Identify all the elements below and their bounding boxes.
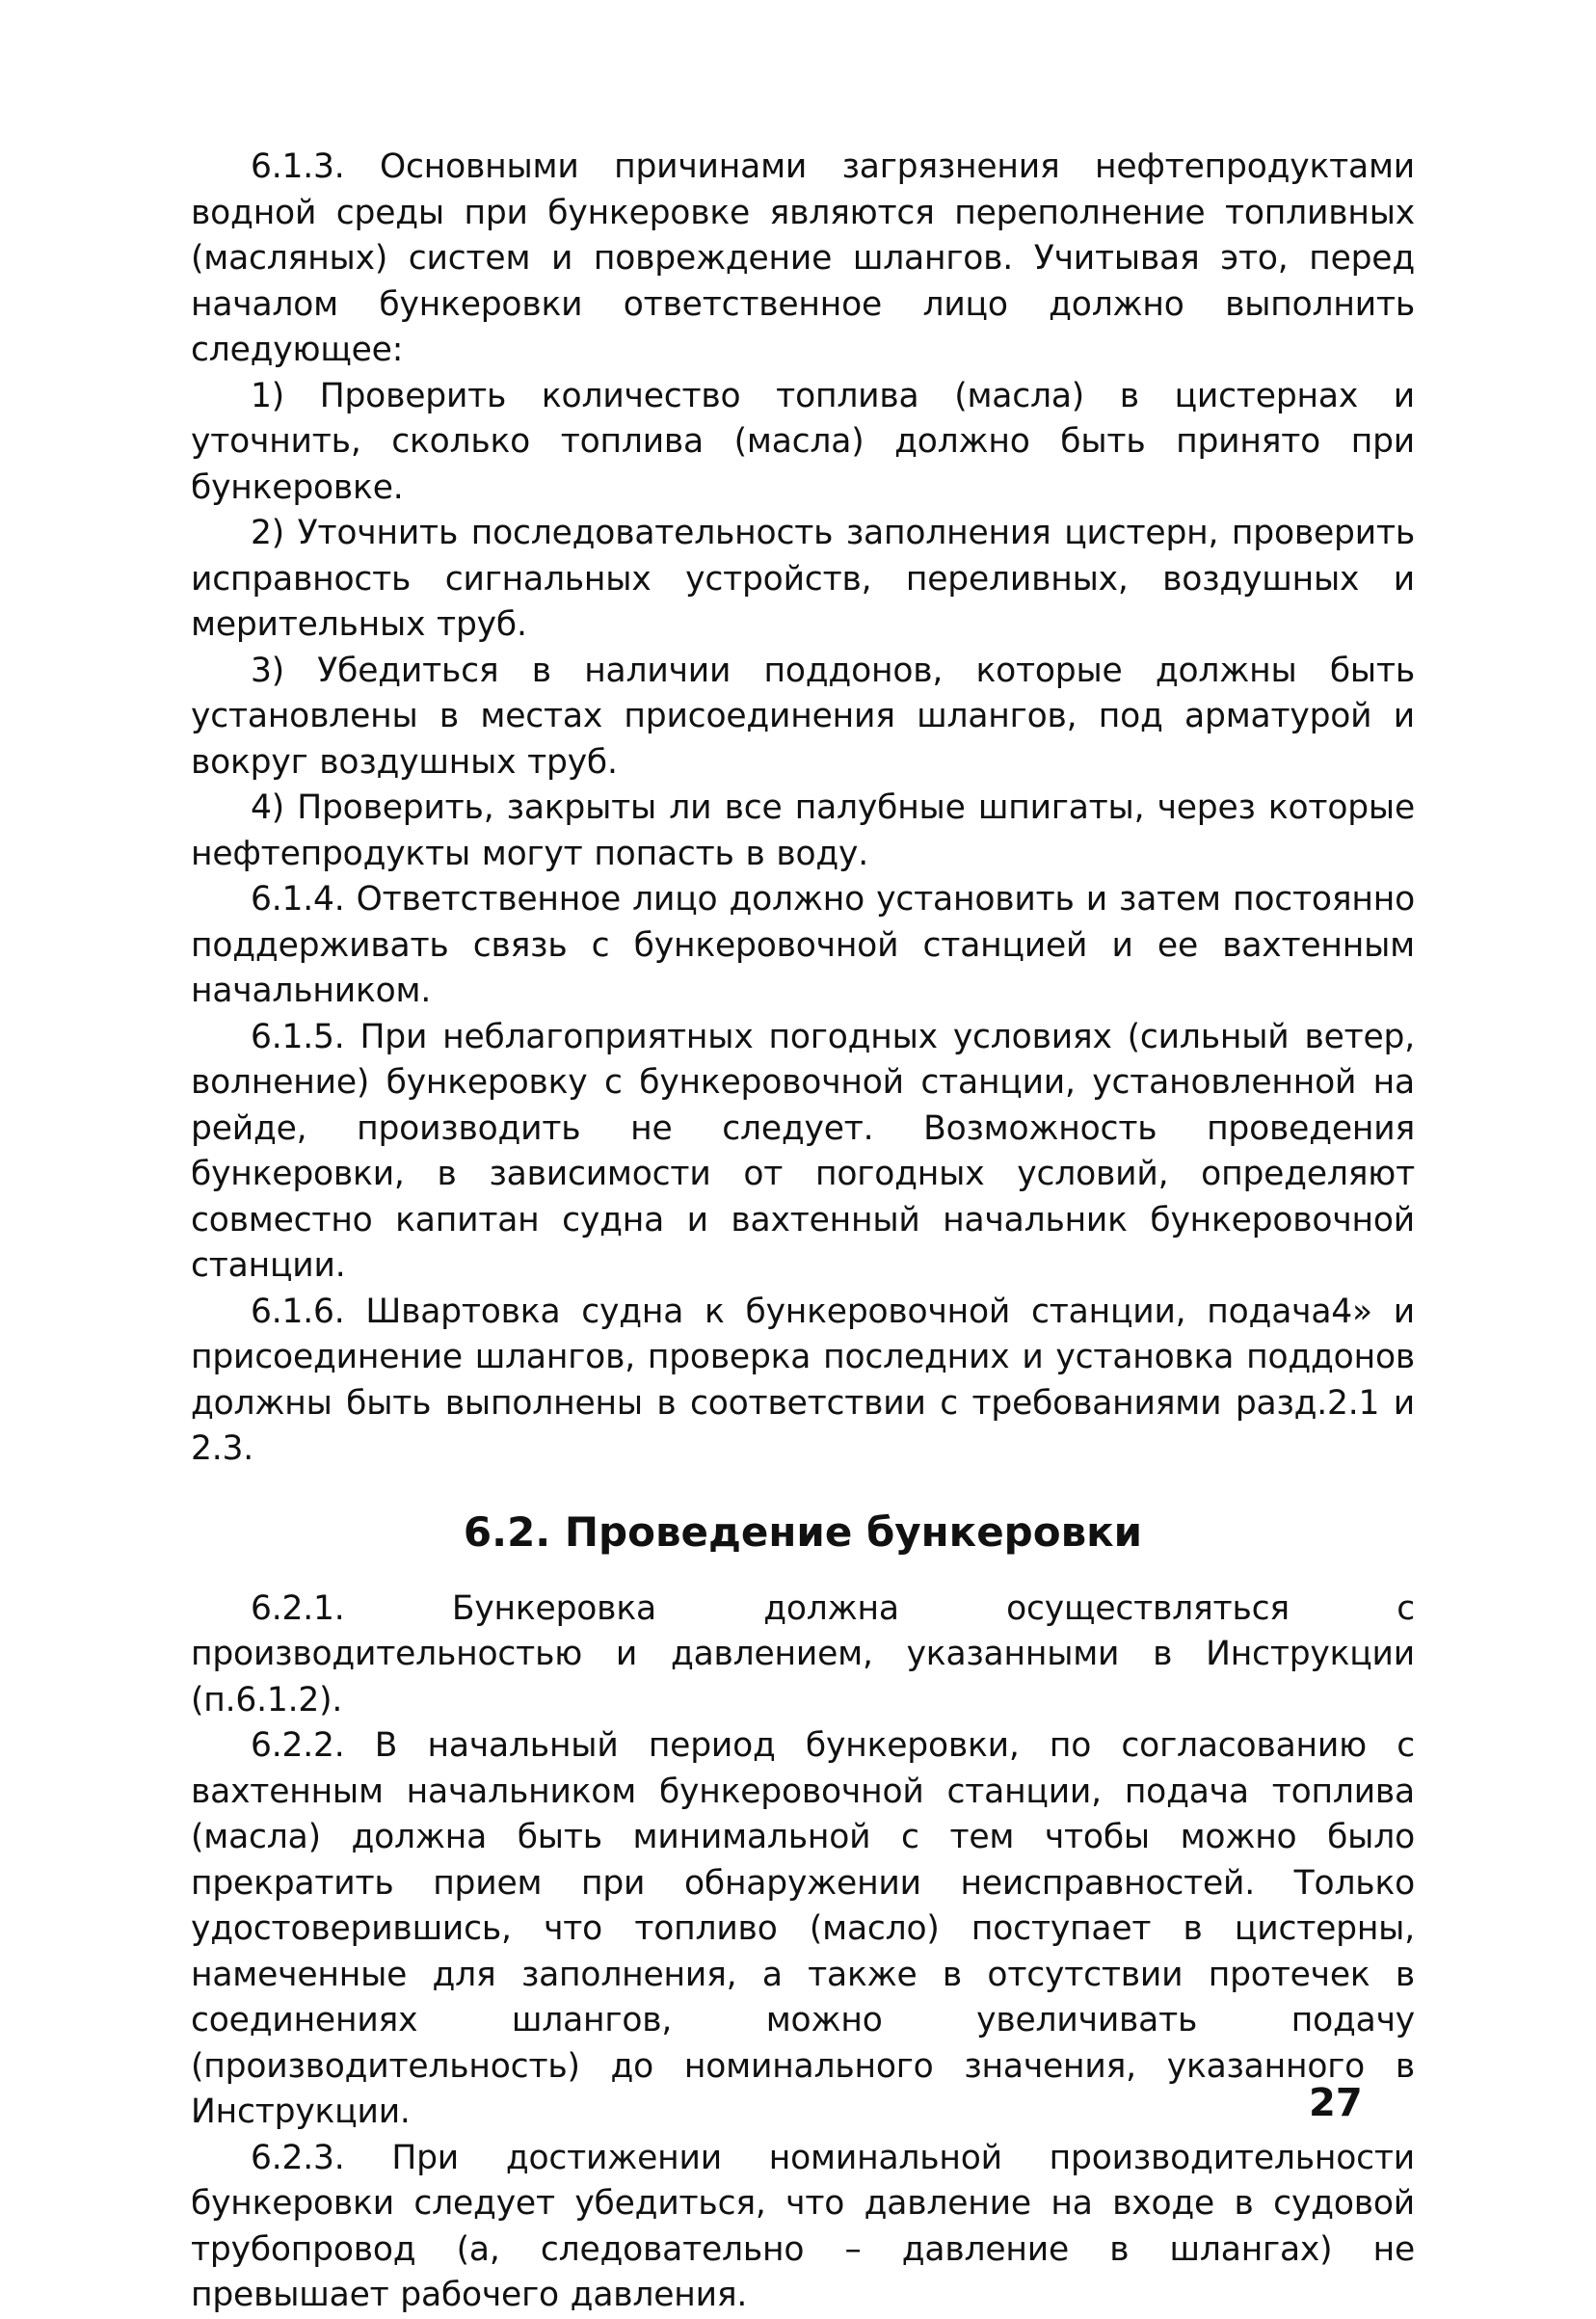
list-item-1: 1) Проверить количество топлива (масла) в цистернах и уточнить, сколько топлива (масла) должно быть принято при бункеровке. — [191, 376, 1415, 507]
paragraph-6-1-4: 6.1.4. Ответственное лицо должно установить и затем постоянно поддерживать связь с бункеровочной станцией и ее вахтенным начальником. — [191, 880, 1415, 1010]
section-heading: 6.2. Проведение бункеровки — [463, 1507, 1143, 1556]
paragraph-6-2-1: 6.2.1. Бункеровка должна осуществляться с производительностью и давлением, указанными в Инструкции (п.6.1.2). — [191, 1588, 1415, 1719]
page-number: 27 — [1309, 2081, 1363, 2125]
page-content — [191, 145, 1415, 2319]
paragraph-6-2-3: 6.2.3. При достижении номинальной производительности бункеровки следует убедиться, что давление на входе в судовой трубопровод (а, следовательно – давление в шлангах) не превышает рабочего давления. — [191, 2138, 1415, 2314]
paragraph-6-1-3: 6.1.3. Основными причинами загрязнения нефтепродуктами водной среды при бункеровке являются переполнение топливных (масляных) систем и повреждение шлангов. Учитывая это, перед началом бункеровки ответственное лицо должно выполнить следующее: — [191, 147, 1415, 369]
list-item-3: 3) Убедиться в наличии поддонов, которые должны быть установлены в местах присоединения шлангов, под арматурой и вокруг воздушных труб. — [191, 651, 1415, 782]
list-item-4: 4) Проверить, закрыты ли все палубные шпигаты, через которые нефтепродукты могут попасть в воду. — [191, 788, 1415, 873]
paragraph-6-2-2: 6.2.2. В начальный период бункеровки, по согласованию с вахтенным начальником бункеровочной станции, подача топлива (масла) должна быть минимальной с тем чтобы можно было прекратить прием при обнаружении неисправностей. Только удостоверившись, что топливо (масло) поступает в цистерны, намеченные для заполнения, а также в отсутствии протечек в соединениях шлангов, можно увеличивать подачу (производительность) до номинального значения, указанного в Инструкции. — [191, 1726, 1415, 2131]
list-item-2: 2) Уточнить последовательность заполнения цистерн, проверить исправность сигнальных устройств, переливных, воздушных и мерительных труб. — [191, 514, 1415, 644]
paragraph-6-1-6: 6.1.6. Швартовка судна к бункеровочной станции, подача4» и присоединение шлангов, проверка последних и установка поддонов должны быть выполнены в соответствии с требованиями разд.2.1 и 2.3. — [191, 1292, 1415, 1468]
paragraph-6-1-5: 6.1.5. При неблагоприятных погодных условиях (сильный ветер, волнение) бункеровку с бункеровочной станции, установленной на рейде, производить не следует. Возможность проведения бункеровки, в зависимости от погодных условий, определяют совместно капитан судна и вахтенный начальник бункеровочной станции. — [191, 1017, 1415, 1285]
